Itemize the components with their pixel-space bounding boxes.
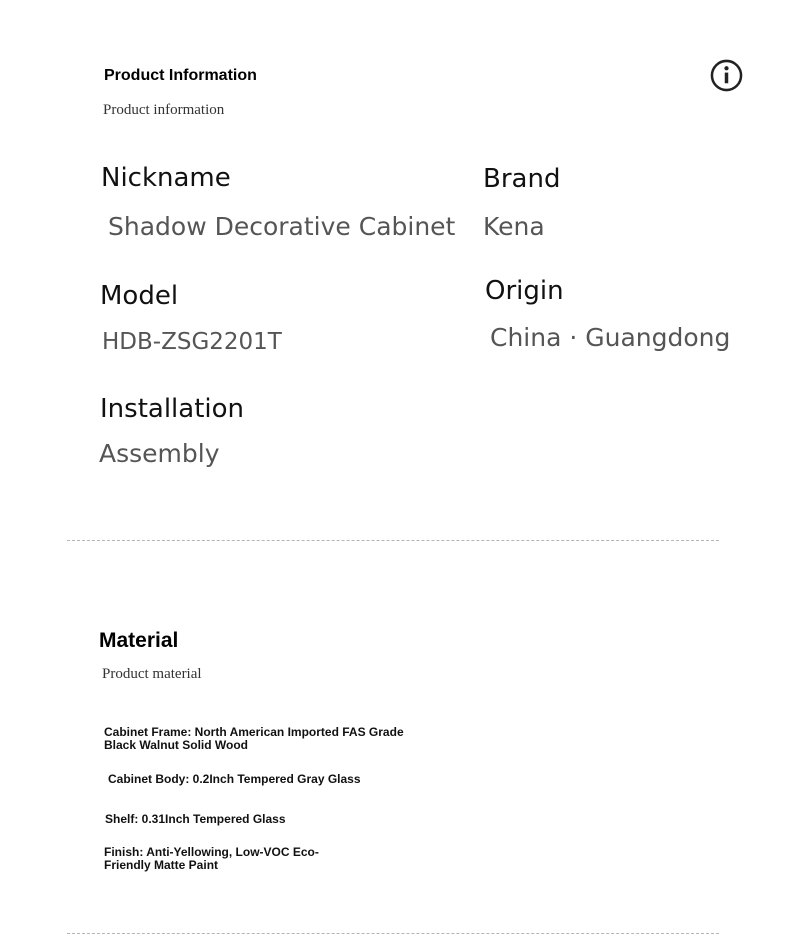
brand-value: Kena xyxy=(483,212,545,241)
brand-label: Brand xyxy=(483,164,561,194)
material-item: Shelf: 0.31Inch Tempered Glass xyxy=(105,812,286,826)
material-item: Finish: Anti-Yellowing, Low-VOC Eco-Friendly Matte Paint xyxy=(104,845,319,872)
material-item: Cabinet Body: 0.2Inch Tempered Gray Glass xyxy=(108,772,361,786)
installation-value: Assembly xyxy=(99,439,220,468)
model-label: Model xyxy=(100,281,179,311)
material-title: Material xyxy=(99,629,179,652)
material-subtitle: Product material xyxy=(102,666,202,682)
product-info-subtitle: Product information xyxy=(103,102,225,118)
installation-label: Installation xyxy=(100,394,245,424)
product-info-title: Product Information xyxy=(104,67,257,84)
material-item: Cabinet Frame: North American Imported FAS Grade Black Walnut Solid Wood xyxy=(104,725,404,752)
nickname-value: Shadow Decorative Cabinet xyxy=(108,212,456,241)
origin-value: China · Guangdong xyxy=(490,323,731,352)
section-divider xyxy=(67,540,719,541)
origin-label: Origin xyxy=(485,276,564,306)
model-value: HDB-ZSG2201T xyxy=(102,329,282,355)
section-divider xyxy=(67,933,719,934)
info-icon[interactable] xyxy=(710,59,743,92)
nickname-label: Nickname xyxy=(101,163,231,193)
